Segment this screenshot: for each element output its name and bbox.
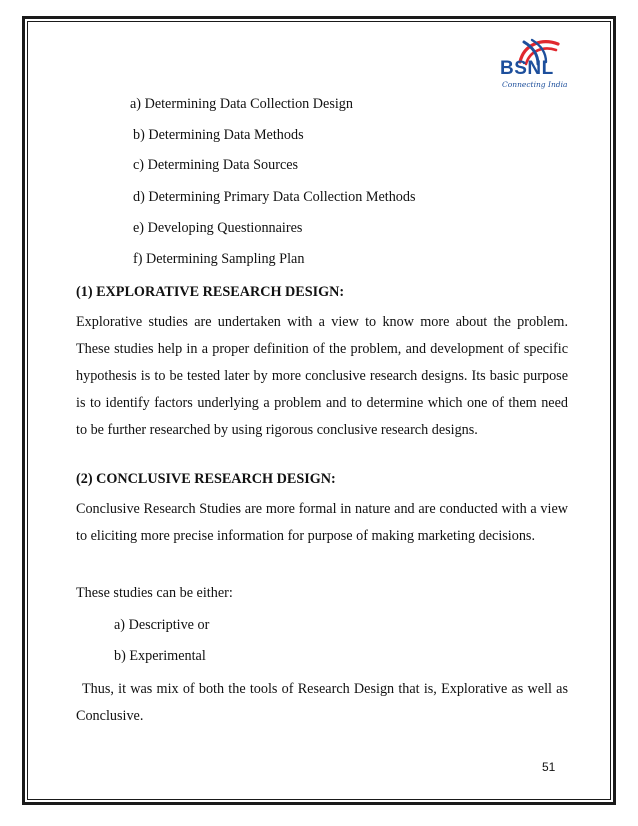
page-number: 51: [542, 760, 556, 774]
conclusive-heading: (2) CONCLUSIVE RESEARCH DESIGN:: [76, 471, 336, 487]
option-descriptive: a) Descriptive or: [114, 617, 210, 633]
explorative-heading: (1) EXPLORATIVE RESEARCH DESIGN:: [76, 284, 345, 300]
explorative-paragraph: Explorative studies are undertaken with a view to know more about the problem. These studies help in a proper definition of the problem, and development of specific hypothesis is to be tested later by more conclusive research designs. Its basic purpose is to identify factors underlying a problem and to determine which one of them need to be further researched by using rigorous conclusive research designs.: [76, 314, 568, 438]
conclusion-paragraph: Thus, it was mix of both the tools of Research Design that is, Explorative as well as Conclusive.: [76, 681, 568, 724]
step-item-d: d) Determining Primary Data Collection Methods: [133, 189, 416, 205]
step-item-a: a) Determining Data Collection Design: [130, 96, 353, 112]
option-experimental: b) Experimental: [114, 648, 206, 664]
step-item-f: f) Determining Sampling Plan: [133, 251, 305, 267]
studies-intro: These studies can be either:: [76, 585, 233, 601]
conclusive-paragraph: Conclusive Research Studies are more formal in nature and are conducted with a view to eliciting more precise information for purpose of making marketing decisions.: [76, 501, 568, 544]
bsnl-logo-tagline: Connecting India: [502, 80, 568, 89]
step-item-c: c) Determining Data Sources: [133, 157, 299, 173]
step-item-b: b) Determining Data Methods: [133, 127, 304, 143]
bsnl-logo-brand: BSNL: [500, 58, 554, 79]
step-item-e: e) Developing Questionnaires: [133, 220, 303, 236]
